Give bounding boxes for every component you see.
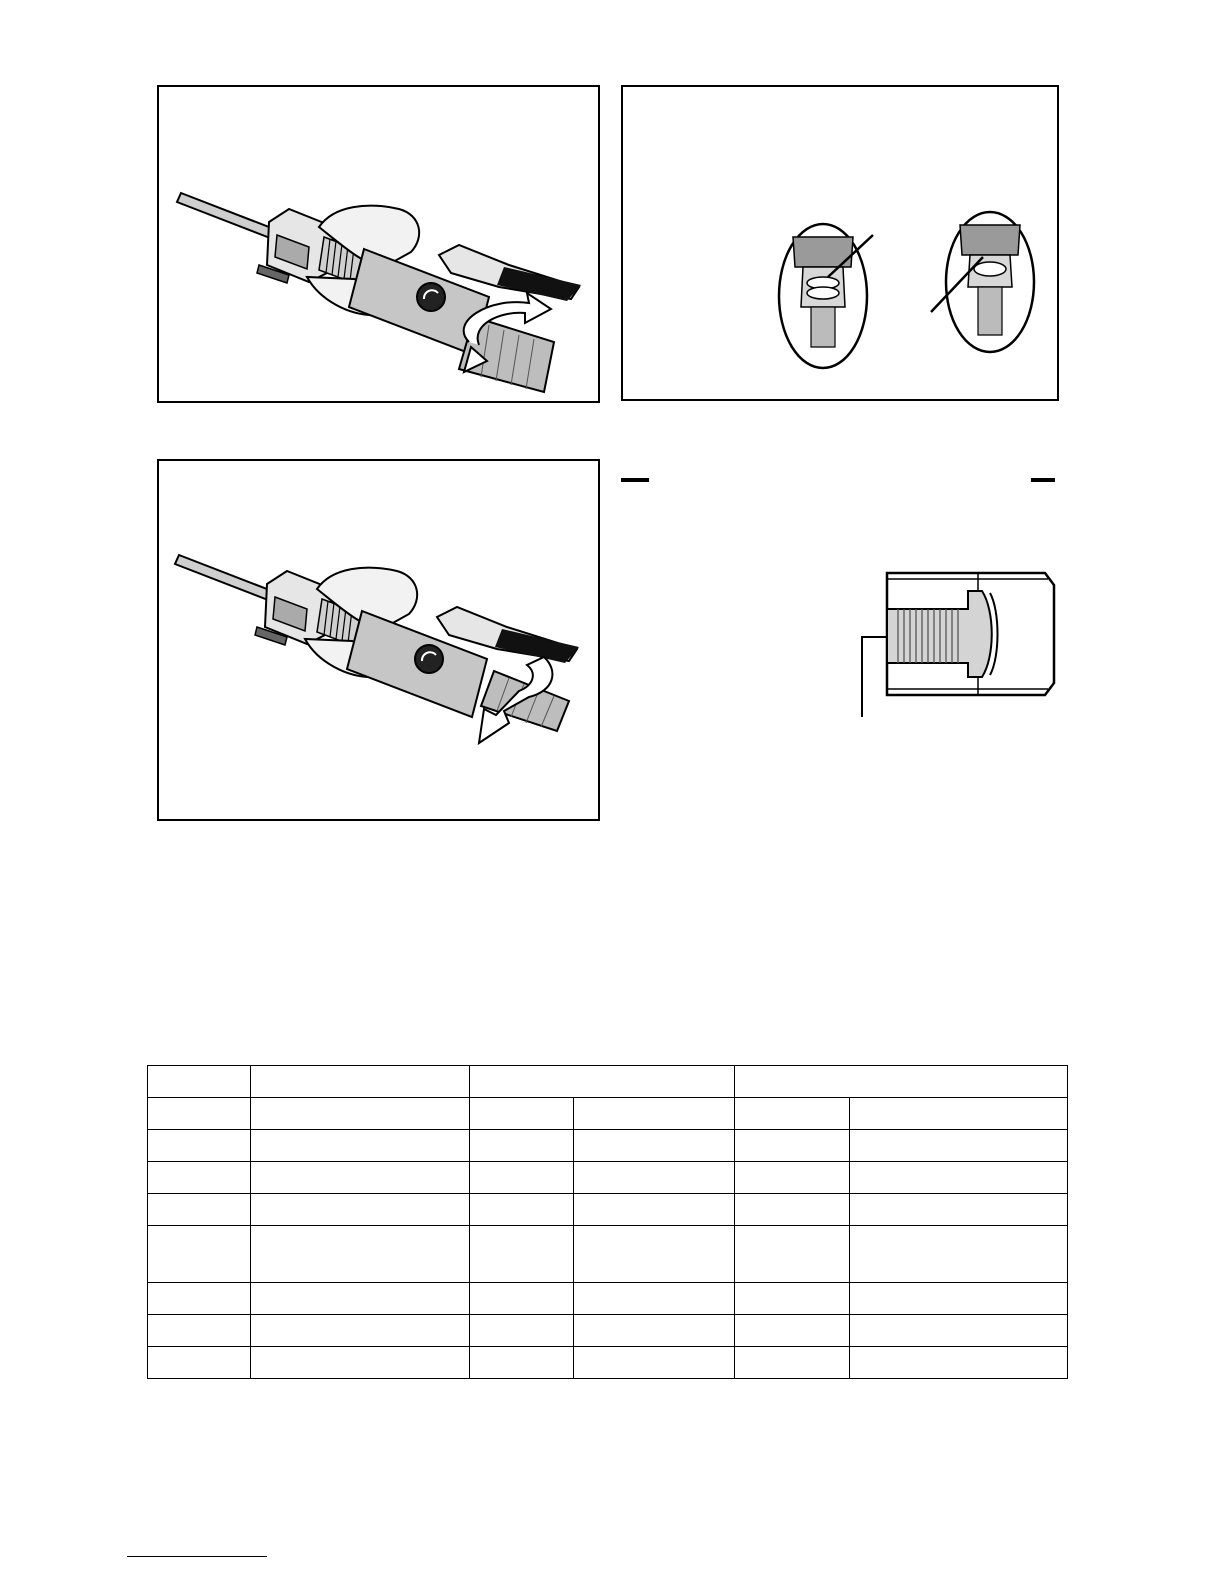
table-cell xyxy=(735,1130,850,1162)
table-cell xyxy=(574,1226,735,1283)
table-cell xyxy=(850,1315,1068,1347)
table-cell xyxy=(148,1315,251,1347)
footnote-divider xyxy=(127,1556,267,1557)
table-cell xyxy=(148,1347,251,1379)
table-cell xyxy=(850,1226,1068,1283)
figure-2-panel xyxy=(621,85,1059,401)
heading-dash-left xyxy=(621,478,649,482)
table-cell xyxy=(251,1066,470,1098)
table-cell xyxy=(735,1283,850,1315)
table-cell xyxy=(735,1066,1068,1098)
table-cell xyxy=(470,1226,574,1283)
table-cell xyxy=(574,1283,735,1315)
table-cell xyxy=(470,1066,735,1098)
table-cell xyxy=(574,1347,735,1379)
table-cell xyxy=(850,1098,1068,1130)
table-cell xyxy=(735,1315,850,1347)
figure-1-panel xyxy=(157,85,600,403)
flaring-tool-illustration-ccw xyxy=(159,461,598,819)
table-cell xyxy=(735,1347,850,1379)
table-row xyxy=(148,1066,1068,1098)
table-cell xyxy=(251,1347,470,1379)
flare-view-incorrect xyxy=(931,212,1034,352)
table-row xyxy=(148,1130,1068,1162)
flare-nut-illustration xyxy=(850,565,1060,725)
table-cell xyxy=(251,1194,470,1226)
table-cell xyxy=(850,1347,1068,1379)
table-cell xyxy=(574,1315,735,1347)
table-cell xyxy=(148,1283,251,1315)
table-cell xyxy=(735,1162,850,1194)
table-row xyxy=(148,1194,1068,1226)
flare-inspection-illustration xyxy=(623,87,1057,399)
flaring-tool-illustration xyxy=(159,87,598,401)
table-cell xyxy=(470,1098,574,1130)
table-cell xyxy=(735,1194,850,1226)
table-cell xyxy=(574,1130,735,1162)
table-cell xyxy=(148,1066,251,1098)
table-row xyxy=(148,1315,1068,1347)
table-cell xyxy=(251,1162,470,1194)
table-row xyxy=(148,1098,1068,1130)
table-cell xyxy=(148,1130,251,1162)
table-cell xyxy=(574,1162,735,1194)
table-cell xyxy=(251,1098,470,1130)
heading-dash-right xyxy=(1031,478,1055,482)
table-cell xyxy=(148,1162,251,1194)
table-cell xyxy=(148,1098,251,1130)
table-row xyxy=(148,1347,1068,1379)
figure-4 xyxy=(850,565,1060,725)
figure-3-panel xyxy=(157,459,600,821)
table-cell xyxy=(850,1283,1068,1315)
table-cell xyxy=(735,1226,850,1283)
table-cell xyxy=(148,1194,251,1226)
table-cell xyxy=(470,1162,574,1194)
table-cell xyxy=(735,1098,850,1130)
table-cell xyxy=(574,1098,735,1130)
table-cell xyxy=(470,1283,574,1315)
table-row xyxy=(148,1226,1068,1283)
table-cell xyxy=(251,1226,470,1283)
table-cell xyxy=(470,1130,574,1162)
table-cell xyxy=(470,1347,574,1379)
table-cell xyxy=(574,1194,735,1226)
table-cell xyxy=(850,1162,1068,1194)
table-cell xyxy=(251,1130,470,1162)
table-cell xyxy=(470,1194,574,1226)
table-cell xyxy=(251,1315,470,1347)
specification-table xyxy=(147,1065,1068,1379)
table-cell xyxy=(251,1283,470,1315)
flare-view-correct xyxy=(779,224,873,368)
table-cell xyxy=(148,1226,251,1283)
table-cell xyxy=(470,1315,574,1347)
table-cell xyxy=(850,1194,1068,1226)
table-row xyxy=(148,1162,1068,1194)
table-cell xyxy=(850,1130,1068,1162)
table-row xyxy=(148,1283,1068,1315)
